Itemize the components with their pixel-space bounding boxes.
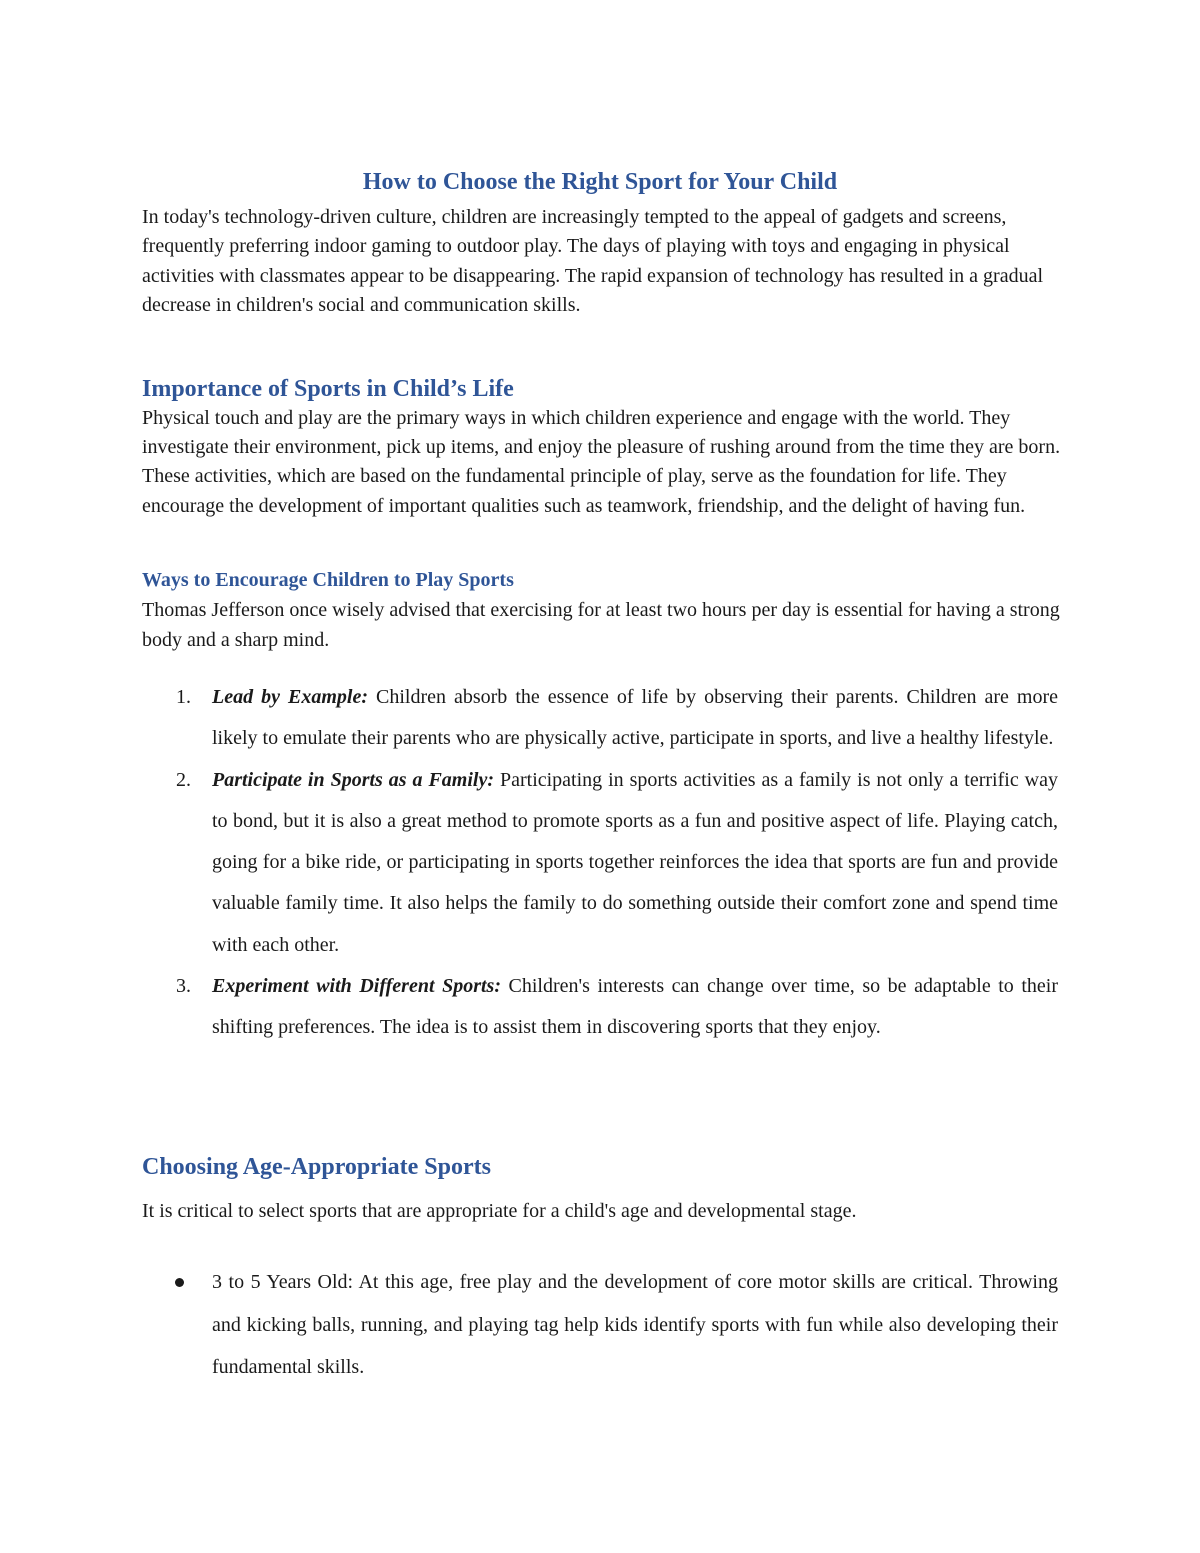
list-item <box>142 1261 1058 1389</box>
list-item-text: Participating in sports activities as a family is not only a terrific way to bond, but it is also a great method to promote sports as a fun and positive aspect of life. Playing catch, going for a bike ride, or participating in sports together reinforces the idea that sports are fun and provide valuable family time. It also helps the family to do something outside their comfort zone and spend time with each other. <box>212 768 1058 956</box>
list-item-text: Children's interests can change over time, so be adaptable to their shifting preferences. The idea is to assist them in discovering sports that they enjoy. <box>212 975 1059 1039</box>
list-item <box>142 966 1058 1049</box>
list-item-lead: Experiment with Different Sports: <box>212 975 501 998</box>
bullet-text: 3 to 5 Years Old: At this age, free play and the development of core motor skills are critical. Throwing and kicking balls, running, and playing tag help kids identify sports with fun while also developing their fundamental skills. <box>212 1271 1058 1378</box>
ways-paragraph: Thomas Jefferson once wisely advised that exercising for at least two hours per day is essential for having a strong body and a sharp mind. <box>142 599 1060 651</box>
list-item-lead: Lead by Example: <box>212 686 368 708</box>
bullet-dot-icon <box>175 1278 184 1287</box>
age-heading: Choosing Age-Appropriate Sports <box>142 1154 491 1180</box>
page-title: How to Choose the Right Sport for Your Child <box>362 169 838 195</box>
list-item <box>142 760 1058 966</box>
ways-list <box>142 677 1058 1049</box>
list-item-number: 1. <box>176 686 191 708</box>
intro-paragraph: In today's technology-driven culture, children are increasingly tempted to the appeal of gadgets and screens, frequently preferring indoor gaming to outdoor play. The days of playing with toys and engaging in physical activities with classmates appear to be disappearing. The rapid expansion of technology has resulted in a gradual decrease in children's social and communication skills. <box>142 206 1044 317</box>
list-item-number: 3. <box>176 975 191 998</box>
list-item-lead: Participate in Sports as a Family: <box>212 768 495 791</box>
importance-heading: Importance of Sports in Child’s Life <box>142 376 514 402</box>
age-paragraph: It is critical to select sports that are appropriate for a child's age and developmental stage. <box>142 1200 857 1222</box>
importance-paragraph: Physical touch and play are the primary ways in which children experience and engage with the world. They investigate their environment, pick up items, and enjoy the pleasure of rushing around from the time they are born. These activities, which are based on the fundamental principle of play, serve as the foundation for life. They encourage the development of important qualities such as teamwork, friendship, and the delight of having fun. <box>142 407 1061 517</box>
list-item-text: Children absorb the essence of life by observing their parents. Children are more likely to emulate their parents who are physically active, participate in sports, and live a healthy lifestyle. <box>212 686 1058 750</box>
age-bullet-list <box>142 1261 1058 1389</box>
list-item-number: 2. <box>176 768 191 791</box>
list-item <box>142 677 1058 760</box>
ways-heading: Ways to Encourage Children to Play Sports <box>142 569 514 591</box>
